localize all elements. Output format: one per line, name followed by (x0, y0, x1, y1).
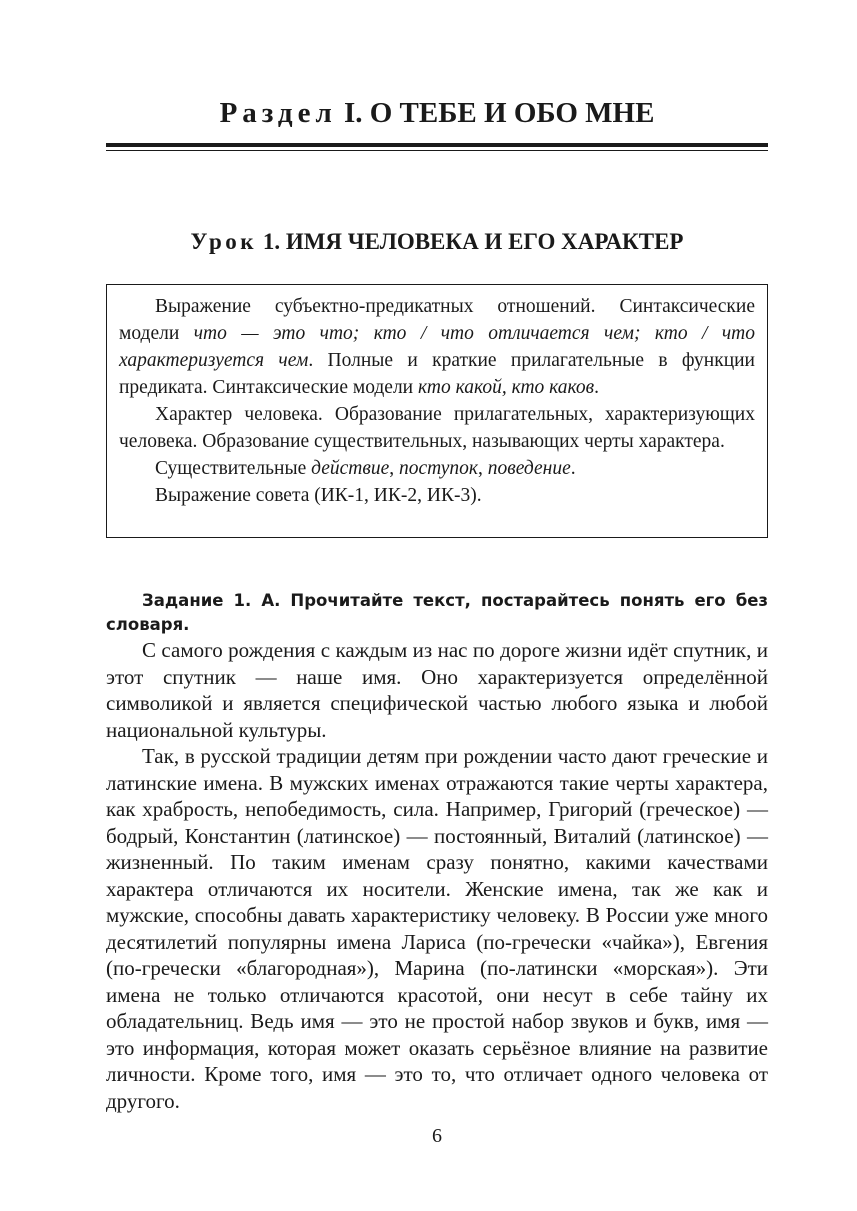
summary-text: . (594, 377, 600, 398)
summary-italic-word: поведение (487, 458, 571, 479)
summary-text: , (478, 458, 488, 479)
summary-paragraph-2: Характер человека. Образование прилагательных, характеризующих человека. Образование существительных, называющих черты характера. (119, 404, 755, 452)
summary-paragraph-3 (119, 455, 755, 482)
summary-italic-word: поступок (399, 458, 479, 479)
lesson-summary-box (106, 284, 768, 538)
lesson-label: Урок (190, 229, 258, 254)
section-label: Раздел (219, 97, 337, 129)
summary-paragraph-1 (119, 293, 755, 401)
summary-paragraph-4: Выражение совета (ИК-1, ИК-2, ИК-3). (155, 485, 482, 506)
section-title (106, 96, 768, 130)
summary-text: Существительные (155, 458, 312, 479)
summary-text: . (570, 458, 576, 479)
lesson-name: 1. ИМЯ ЧЕЛОВЕКА И ЕГО ХАРАКТЕР (262, 229, 684, 254)
task-heading: Задание 1. А. Прочитайте текст, постарайтесь понять его без словаря. (106, 591, 768, 634)
summary-italic-word: действие (311, 458, 390, 479)
text-paragraph-2: Так, в русской традиции детям при рождении часто дают греческие и латинские имена. В мужских именах отражаются такие черты характера, как храбрость, непобедимость, сила. Например, Григорий (греческое) — бодрый, Константин (латинское) — постоянный, Виталий (латинское) — жизненный. По таким именам сразу понятно, какими качествами характера отличаются их носители. Женские имена, так же как и мужские, способны давать характеристику человеку. В России уже много десятилетий популярны имена Лариса (по-гречески «чайка»), Евгения (по-гречески «благородная»), Марина (по-латински «морская»). Эти имена не только отличаются красотой, они несут в себе тайну их обладательниц. Ведь имя — это не простой набор звуков и букв, имя — это информация, которая может оказать серьёзное влияние на развитие личности. Кроме того, имя — это то, что отличает одного человека от другого. (106, 744, 768, 1113)
summary-text: . Полные и краткие прилагательные в функции предиката. Синтаксические модели (119, 350, 755, 398)
page-number: 6 (432, 1125, 442, 1147)
section-divider-thin (106, 150, 768, 151)
section-divider-thick (106, 143, 768, 147)
section-name: I. О ТЕБЕ И ОБО МНЕ (343, 97, 655, 129)
summary-italic-models: что — это что; кто / что отличается чем; кто / что характеризуется чем (119, 323, 755, 371)
summary-text: Выражение субъектно-предикатных отношений. Синтаксические модели (119, 296, 755, 344)
lesson-title (106, 228, 768, 256)
summary-italic-models: кто какой, кто каков (418, 377, 595, 398)
reading-text (106, 637, 768, 1114)
text-paragraph-1: С самого рождения с каждым из нас по дороге жизни идёт спутник, и этот спутник — наше имя. Оно характеризуется определённой символикой и является специфической частью любого языка и любой национальной культуры. (106, 638, 768, 742)
summary-text: , (389, 458, 399, 479)
